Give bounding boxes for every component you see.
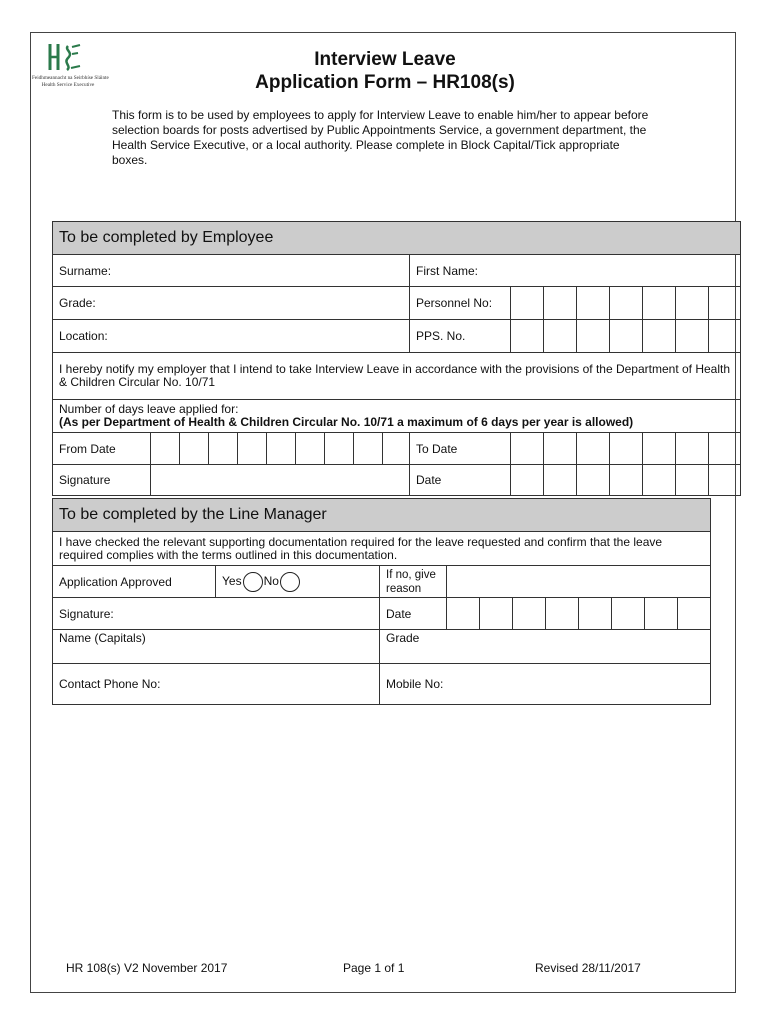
notify-statement: I hereby notify my employer that I intend to take Interview Leave in accordance with the provisions of the Department of Health & Children Circular No. 10/71 bbox=[53, 353, 741, 400]
personnel-no-box[interactable] bbox=[709, 287, 741, 320]
if-no-reason-label: If no, give reason bbox=[380, 566, 447, 598]
pps-no-box[interactable] bbox=[676, 320, 709, 353]
form-title: Interview Leave bbox=[314, 49, 456, 70]
name-capitals-label: Name (Capitals) bbox=[59, 631, 146, 645]
to-date-box[interactable] bbox=[577, 433, 610, 465]
mobile-no-field[interactable] bbox=[380, 664, 711, 705]
pps-no-box[interactable] bbox=[643, 320, 676, 353]
personnel-no-box[interactable] bbox=[544, 287, 577, 320]
manager-date-box[interactable] bbox=[546, 598, 579, 630]
contact-phone-field[interactable] bbox=[53, 664, 380, 705]
no-radio[interactable] bbox=[280, 572, 300, 592]
manager-date-box[interactable] bbox=[645, 598, 678, 630]
manager-check-statement: I have checked the relevant supporting documentation required for the leave requested and confirm that the leave required complies with the terms outlined in this documentation. bbox=[53, 532, 711, 566]
pps-no-box[interactable] bbox=[709, 320, 741, 353]
manager-date-box[interactable] bbox=[513, 598, 546, 630]
to-date-box[interactable] bbox=[676, 433, 709, 465]
manager-date-box[interactable] bbox=[678, 598, 711, 630]
date-box[interactable] bbox=[511, 465, 544, 496]
pps-no-box[interactable] bbox=[544, 320, 577, 353]
signature-label: Signature bbox=[53, 465, 151, 496]
grade-label: Grade: bbox=[59, 296, 96, 310]
days-applied-label: Number of days leave applied for: bbox=[59, 402, 239, 416]
days-applied-field[interactable] bbox=[53, 400, 741, 433]
date-box[interactable] bbox=[610, 465, 643, 496]
from-date-box[interactable] bbox=[296, 433, 325, 465]
hse-logo bbox=[32, 42, 109, 94]
signature-field[interactable] bbox=[151, 465, 410, 496]
from-date-box[interactable] bbox=[151, 433, 180, 465]
personnel-no-box[interactable] bbox=[676, 287, 709, 320]
reason-field[interactable] bbox=[447, 566, 711, 598]
manager-date-box[interactable] bbox=[480, 598, 513, 630]
date-box[interactable] bbox=[643, 465, 676, 496]
pps-no-box[interactable] bbox=[577, 320, 610, 353]
manager-date-box[interactable] bbox=[447, 598, 480, 630]
grade-field[interactable] bbox=[53, 287, 410, 320]
from-date-box[interactable] bbox=[238, 433, 267, 465]
to-date-box[interactable] bbox=[643, 433, 676, 465]
hse-logo-icon bbox=[46, 42, 86, 74]
employee-section-heading: To be completed by Employee bbox=[53, 222, 741, 255]
to-date-box[interactable] bbox=[610, 433, 643, 465]
from-date-label: From Date bbox=[53, 433, 151, 465]
pps-no-label: PPS. No. bbox=[410, 320, 511, 353]
date-box[interactable] bbox=[676, 465, 709, 496]
manager-signature-field[interactable] bbox=[53, 598, 380, 630]
from-date-box[interactable] bbox=[383, 433, 410, 465]
footer-page: Page 1 of 1 bbox=[343, 961, 405, 975]
from-date-box[interactable] bbox=[267, 433, 296, 465]
days-applied-note: (As per Department of Health & Children Circular No. 10/71 a maximum of 6 days per year is allowed) bbox=[59, 415, 634, 429]
manager-signature-label: Signature: bbox=[59, 606, 114, 621]
personnel-no-label: Personnel No: bbox=[410, 287, 511, 320]
from-date-box[interactable] bbox=[180, 433, 209, 465]
from-date-box[interactable] bbox=[354, 433, 383, 465]
logo-english-text: Health Service Executive bbox=[41, 82, 95, 88]
location-label: Location: bbox=[59, 329, 108, 343]
manager-section-heading: To be completed by the Line Manager bbox=[53, 499, 711, 532]
to-date-box[interactable] bbox=[709, 433, 741, 465]
surname-field[interactable] bbox=[53, 255, 410, 287]
personnel-no-box[interactable] bbox=[577, 287, 610, 320]
date-label: Date bbox=[410, 465, 511, 496]
date-box[interactable] bbox=[709, 465, 741, 496]
date-box[interactable] bbox=[577, 465, 610, 496]
manager-date-box[interactable] bbox=[579, 598, 612, 630]
to-date-label: To Date bbox=[410, 433, 511, 465]
to-date-box[interactable] bbox=[511, 433, 544, 465]
manager-grade-field[interactable] bbox=[380, 630, 711, 664]
first-name-field[interactable] bbox=[410, 255, 741, 287]
pps-no-box[interactable] bbox=[610, 320, 643, 353]
to-date-box[interactable] bbox=[544, 433, 577, 465]
footer-version: HR 108(s) V2 November 2017 bbox=[66, 961, 228, 975]
personnel-no-box[interactable] bbox=[643, 287, 676, 320]
from-date-box[interactable] bbox=[325, 433, 354, 465]
mobile-no-label: Mobile No: bbox=[386, 677, 444, 691]
logo-irish-text: Feidhmeannacht na Seirbhíse Sláinte bbox=[32, 75, 109, 81]
form-subtitle: Application Form – HR108(s) bbox=[255, 72, 515, 93]
approved-options bbox=[216, 566, 380, 598]
from-date-box[interactable] bbox=[209, 433, 238, 465]
personnel-no-box[interactable] bbox=[610, 287, 643, 320]
name-capitals-field[interactable] bbox=[53, 630, 380, 664]
intro-text: This form is to be used by employees to apply for Interview Leave to enable him/her to appear before selection boards for posts advertised by Public Appointments Service, a government department, the Health Service Executive, or a local authority. Please complete in Block Capital/Tick appropriate boxes. bbox=[112, 108, 649, 167]
surname-label: Surname: bbox=[59, 263, 112, 278]
manager-date-box[interactable] bbox=[612, 598, 645, 630]
no-label: No bbox=[263, 573, 279, 588]
location-field[interactable] bbox=[53, 320, 410, 353]
personnel-no-box[interactable] bbox=[511, 287, 544, 320]
yes-radio[interactable] bbox=[243, 572, 263, 592]
date-box[interactable] bbox=[544, 465, 577, 496]
manager-grade-label: Grade bbox=[386, 631, 420, 645]
footer-revised: Revised 28/11/2017 bbox=[535, 961, 641, 975]
employee-section-table bbox=[52, 221, 741, 496]
pps-no-box[interactable] bbox=[511, 320, 544, 353]
manager-section-table bbox=[52, 498, 711, 705]
manager-date-label: Date bbox=[380, 598, 447, 630]
application-approved-label: Application Approved bbox=[53, 566, 216, 598]
yes-label: Yes bbox=[222, 573, 242, 588]
first-name-label: First Name: bbox=[416, 263, 479, 278]
contact-phone-label: Contact Phone No: bbox=[59, 677, 161, 691]
